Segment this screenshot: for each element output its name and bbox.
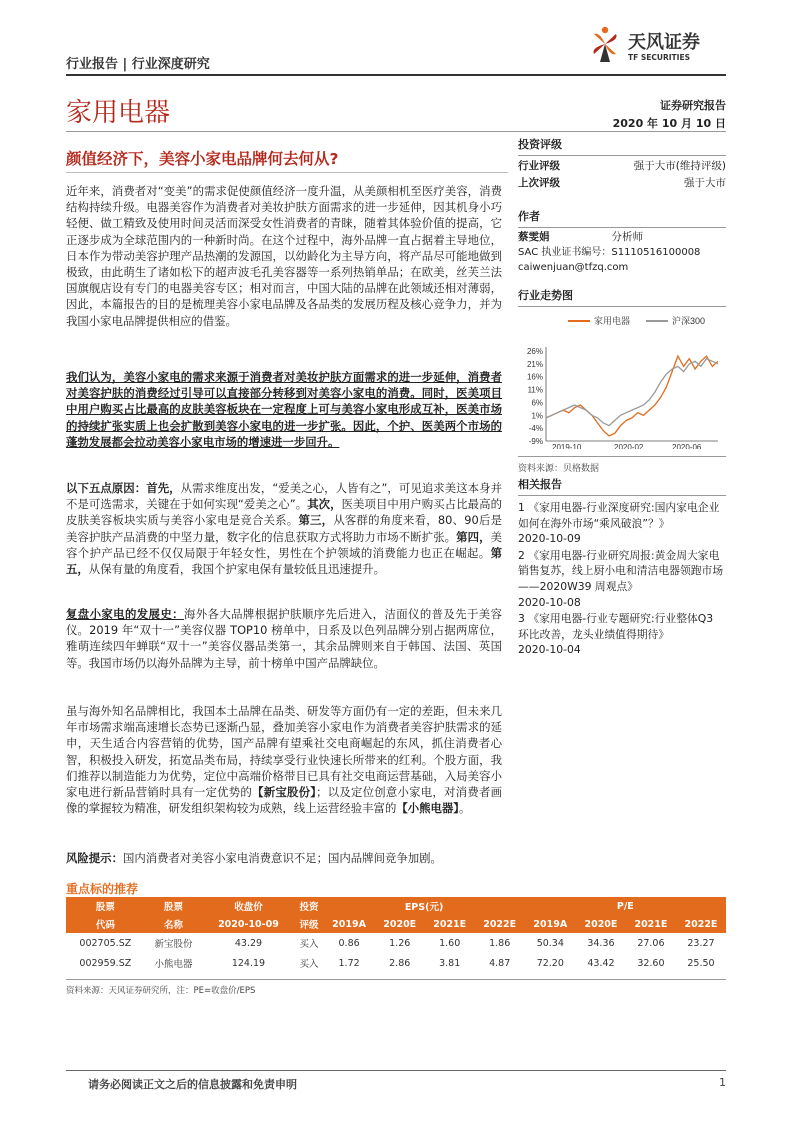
table-cell: 1.26 [389, 937, 411, 949]
series-line [546, 359, 718, 426]
table-cell: 27.06 [637, 937, 665, 949]
reason-3: 从客群的角度来看，80、90后是美容护肤产品消费的中坚力量，数字化的信息获取方式将助力市场不断扩张。 [66, 513, 502, 544]
history-text: 海外各大品牌根据护肤顺序先后进入，洁面仪的普及先于美容仪。2019 年“双十一”美容仪器 TOP10 榜单中，日系及以色列品牌分别占据两席位，雅萌连续四年蝉联“双十一”美容仪器品类第一，其余品牌则来自于韩国、法国、英国等。我国市场仍以海外品牌为主导，前十榜单中国产品牌缺位。 [66, 607, 502, 670]
y-tick-label: -9% [528, 437, 543, 446]
paragraph-risk [66, 850, 502, 866]
paragraph-intro [66, 183, 502, 329]
table-cell: 002959.SZ [79, 957, 132, 969]
table-cell: 0.86 [338, 937, 360, 949]
brand-sub: TF SECURITIES [628, 53, 690, 62]
related-reports [518, 476, 726, 658]
chart-header: 行业走势图 [518, 289, 573, 302]
table-cell: 买入 [299, 939, 319, 950]
risk-text: 国内消费者对美容小家电消费意识不足；国内品牌间竞争加剧。 [122, 851, 442, 865]
table-cell: 1.72 [338, 957, 360, 969]
risk-lead: 风险提示： [66, 851, 123, 865]
related-header: 相关报告 [518, 478, 562, 491]
legend-label: 沪深300 [672, 316, 706, 326]
reason-4-lead: 第四， [456, 529, 491, 544]
rating-divider [518, 155, 726, 156]
paragraph-view [66, 369, 502, 450]
series-line [546, 356, 718, 436]
reason-3-lead: 第三， [298, 513, 334, 528]
paragraph-reasons [66, 480, 502, 577]
recommendation-text-b: ；以及定位创意小家电，对消费者画像的掌握较为精准，研发组织架构较为成熟，线上运营经验丰富的 [66, 785, 502, 816]
col-subhead: 2020-10-09 [202, 915, 294, 933]
industry-title: 家用电器 [66, 98, 171, 128]
table-cell: 买入 [299, 959, 319, 970]
last-rating-value: 强于大市 [684, 177, 726, 189]
recommendation-text-a: 虽与海外知名品牌相比，我国本土品牌在品类、研发等方面仍有一定的差距，但未来几年市场需求端高速增长态势已逐渐凸显，叠加美容小家电作为消费者美容护肤需求的延申，天生适合内容营销的优势，国产品牌有望乘社交电商崛起的东风，抓住消费者心智，积极投入研发，拓宽品类布局，持续享受行业快速长所带来的红利。个股方面，我们推荐以制造能力为优势，定位中高端价格带目已具有社交电商运营基础，入局美容小家电进行新品营销时具有一定优势的 [66, 704, 502, 800]
table-cell: 43.29 [234, 937, 263, 949]
related-divider [518, 495, 726, 496]
chart-source: 资料来源：贝格数据 [518, 464, 600, 474]
col-subhead: 评级 [295, 915, 324, 933]
table-section-title: 重点标的推荐 [66, 882, 139, 896]
brand-logo [586, 22, 726, 68]
history-lead: 复盘小家电的发展史： [66, 607, 184, 621]
col-subhead: 2022E [676, 915, 726, 933]
related-report-date: 2020-10-09 [518, 532, 581, 546]
table-cell: 72.20 [536, 957, 564, 969]
col-subhead: 2019A [525, 915, 576, 933]
reason-2: 医美项目中用户购买占比最高的皮肤美容板块实质与美容小家电是竞合关系。 [66, 497, 502, 528]
rating-header: 投资评级 [518, 138, 562, 151]
table-cell: 2.86 [389, 957, 411, 969]
related-report-title: 3 《家用电器-行业专题研究:行业整体Q3 环比改善，龙头业绩值得期待》 [518, 612, 714, 641]
x-tick-label: 2019-10 [552, 443, 582, 449]
table-cell: 4.87 [489, 957, 511, 969]
table-header-row-1 [66, 897, 726, 915]
reason-5: 从保有量的角度看，我国个护家电保有量较低且迅速提升。 [88, 562, 385, 577]
y-tick-label: 11% [527, 385, 543, 395]
col-head-stock: 股票 [145, 897, 203, 915]
header-divider [66, 74, 726, 76]
y-tick-label: 1% [531, 411, 543, 421]
reason-4: 美容个护产品已经不仅仅局限于年轻女性，男性在个护领域的消费能力也正在崛起。 [66, 529, 502, 560]
table-header-row-2 [66, 915, 726, 933]
col-subhead: 名称 [145, 915, 203, 933]
stock-xiaoxiong: 【小熊电器】 [396, 801, 459, 816]
industry-rating-label: 行业评级 [518, 160, 560, 172]
title-underline [66, 172, 508, 173]
author-header: 作者 [518, 210, 540, 223]
related-report-1[interactable] [518, 500, 726, 547]
pinwheel-logo-icon [586, 22, 624, 66]
related-report-date: 2020-10-08 [518, 595, 581, 609]
reason-1: 从需求维度出发，“爱美之心，人皆有之”，可见追求美这本身并不是可选需求，关键在于如何实现“爱美之心”。 [66, 481, 502, 512]
table-cell: 34.36 [587, 937, 615, 949]
recommendation-table-wrap [66, 897, 726, 996]
table-cell: 002705.SZ [79, 937, 132, 949]
last-rating-label: 上次评级 [518, 177, 560, 189]
col-subhead: 2021E [425, 915, 475, 933]
table-bottom-divider [66, 979, 726, 980]
col-subhead: 2022E [475, 915, 525, 933]
report-type: 证券研究报告 [660, 99, 726, 112]
brand-name: 天风证券 [628, 32, 700, 53]
reasons-lead: 以下五点原因：首先， [66, 481, 181, 495]
related-report-date: 2020-10-04 [518, 643, 581, 657]
stock-xinbao: 【新宝股份】 [252, 785, 317, 800]
author-divider [518, 227, 726, 228]
table-cell: 50.34 [536, 937, 564, 949]
rating-box [518, 136, 726, 192]
trend-chart-box [518, 287, 726, 474]
view-text: 我们认为，美容小家电的需求来源于消费者对美妆护肤方面需求的进一步延伸，消费者对美容护肤的消费经过引导可以直接部分转移到对美容小家电的消费。同时，医美项目中用户购买占比最高的皮肤美容板块在一定程度上可与美容小家电形成互补，医美市场的持续扩张实质上也会扩散到美容小家电的进一步扩张。因此，个护、医美两个市场的蓬勃发展都会拉动美容小家电市场的增速进一步回升。 [66, 370, 502, 449]
table-cell: 23.27 [687, 937, 715, 949]
author-name: 蔡雯娟 [518, 231, 550, 243]
table-cell: 3.81 [439, 957, 461, 969]
footer-divider [66, 1070, 726, 1071]
related-report-title: 2 《家用电器-行业研究周报:黄金周大家电销售复苏，线上厨小电和清洁电器领跑市场——2020W39 周观点》 [518, 548, 724, 593]
col-head-eps: EPS(元) [323, 897, 524, 915]
report-title: 颜值经济下，美容小家电品牌何去何从? [66, 150, 339, 168]
table-row [66, 953, 726, 973]
page-number: 1 [719, 1076, 726, 1089]
col-subhead: 代码 [66, 915, 145, 933]
table-cell: 小熊电器 [154, 959, 193, 970]
report-date: 2020 年 10 月 10 日 [612, 117, 726, 130]
table-cell: 32.60 [637, 957, 665, 969]
col-subhead: 2020E [375, 915, 425, 933]
recommendation-table [66, 897, 726, 973]
table-cell: 1.86 [489, 937, 511, 949]
table-source: 资料来源：天风证券研究所，注：PE=收盘价/EPS [66, 986, 256, 996]
chart-divider [518, 306, 726, 307]
trend-line-chart [518, 309, 726, 449]
title-divider [66, 131, 726, 132]
related-report-2[interactable] [518, 548, 726, 610]
col-subhead: 2021E [626, 915, 676, 933]
author-title: 分析师 [611, 231, 643, 243]
table-cell: 43.42 [587, 957, 615, 969]
col-subhead: 2019A [323, 915, 374, 933]
author-box [518, 208, 726, 275]
industry-rating-value: 强于大市(维持评级) [633, 160, 726, 172]
recommendation-text-c: 。 [459, 801, 471, 816]
col-head-close: 收盘价 [202, 897, 294, 915]
intro-text: 近年来，消费者对“变美”的需求促使颜值经济一度升温，从美颜相机至医疗美容，消费结构持续升级。电器美容作为消费者对美妆护肤方面需求的进一步延伸，因其机身小巧轻便、做工精致及使用时间灵活而深受女性消费者的青睐，随着其体验价值的提高，它正逐步成为全球范围内的一种新时尚。在这个过程中，海外品牌一直占据着主导地位，日本作为带动美容护理产品热潮的发源国，以幼龄化为主导方向，将产品尽可能地做到极致，由此萌生了诸如松下的超声波毛孔美容器等一系列热销单品；在欧美，丝芙兰法国旗舰店设有专门的电器美容专区；相对而言，中国大陆的品牌在此领域还相对薄弱，因此，本篇报告的目的是梳理美容小家电品牌及各品类的发展历程及核心竞争力，并为我国小家电品牌提供相应的借鉴。 [66, 184, 502, 328]
y-tick-label: -4% [528, 424, 543, 434]
table-cell: 25.50 [687, 957, 715, 969]
chart-bottom-divider [518, 456, 726, 457]
x-tick-label: 2020-06 [672, 443, 702, 449]
reason-5-lead: 第五， [66, 545, 502, 577]
author-email: caiwenjuan@tfzq.com [518, 262, 629, 273]
y-tick-label: 21% [526, 359, 543, 369]
table-cell: 124.19 [231, 957, 266, 969]
reason-2-lead: 其次， [307, 497, 342, 512]
footer-disclaimer: 请务必阅读正文之后的信息披露和免责申明 [88, 1078, 297, 1091]
col-head-rating: 投资 [295, 897, 324, 915]
paragraph-recommendation [66, 703, 502, 816]
legend-label: 家用电器 [594, 316, 631, 326]
col-head-pe: P/E [525, 897, 726, 915]
col-subhead: 2020E [576, 915, 626, 933]
author-cert: SAC 执业证书编号：S1110516100008 [518, 247, 701, 258]
related-report-3[interactable] [518, 611, 726, 658]
y-tick-label: 26% [526, 347, 543, 356]
report-category: 行业报告 | 行业深度研究 [66, 57, 210, 72]
related-report-title: 1 《家用电器-行业深度研究:国内家电企业如何在海外市场“乘风破浪”？》 [518, 501, 720, 530]
table-cell: 1.60 [439, 937, 461, 949]
table-row [66, 933, 726, 953]
col-head-stock: 股票 [66, 897, 145, 915]
paragraph-history [66, 606, 502, 671]
x-tick-label: 2020-02 [614, 443, 644, 449]
y-tick-label: 6% [531, 398, 543, 408]
y-tick-label: 16% [526, 372, 543, 382]
table-cell: 新宝股份 [154, 939, 193, 950]
